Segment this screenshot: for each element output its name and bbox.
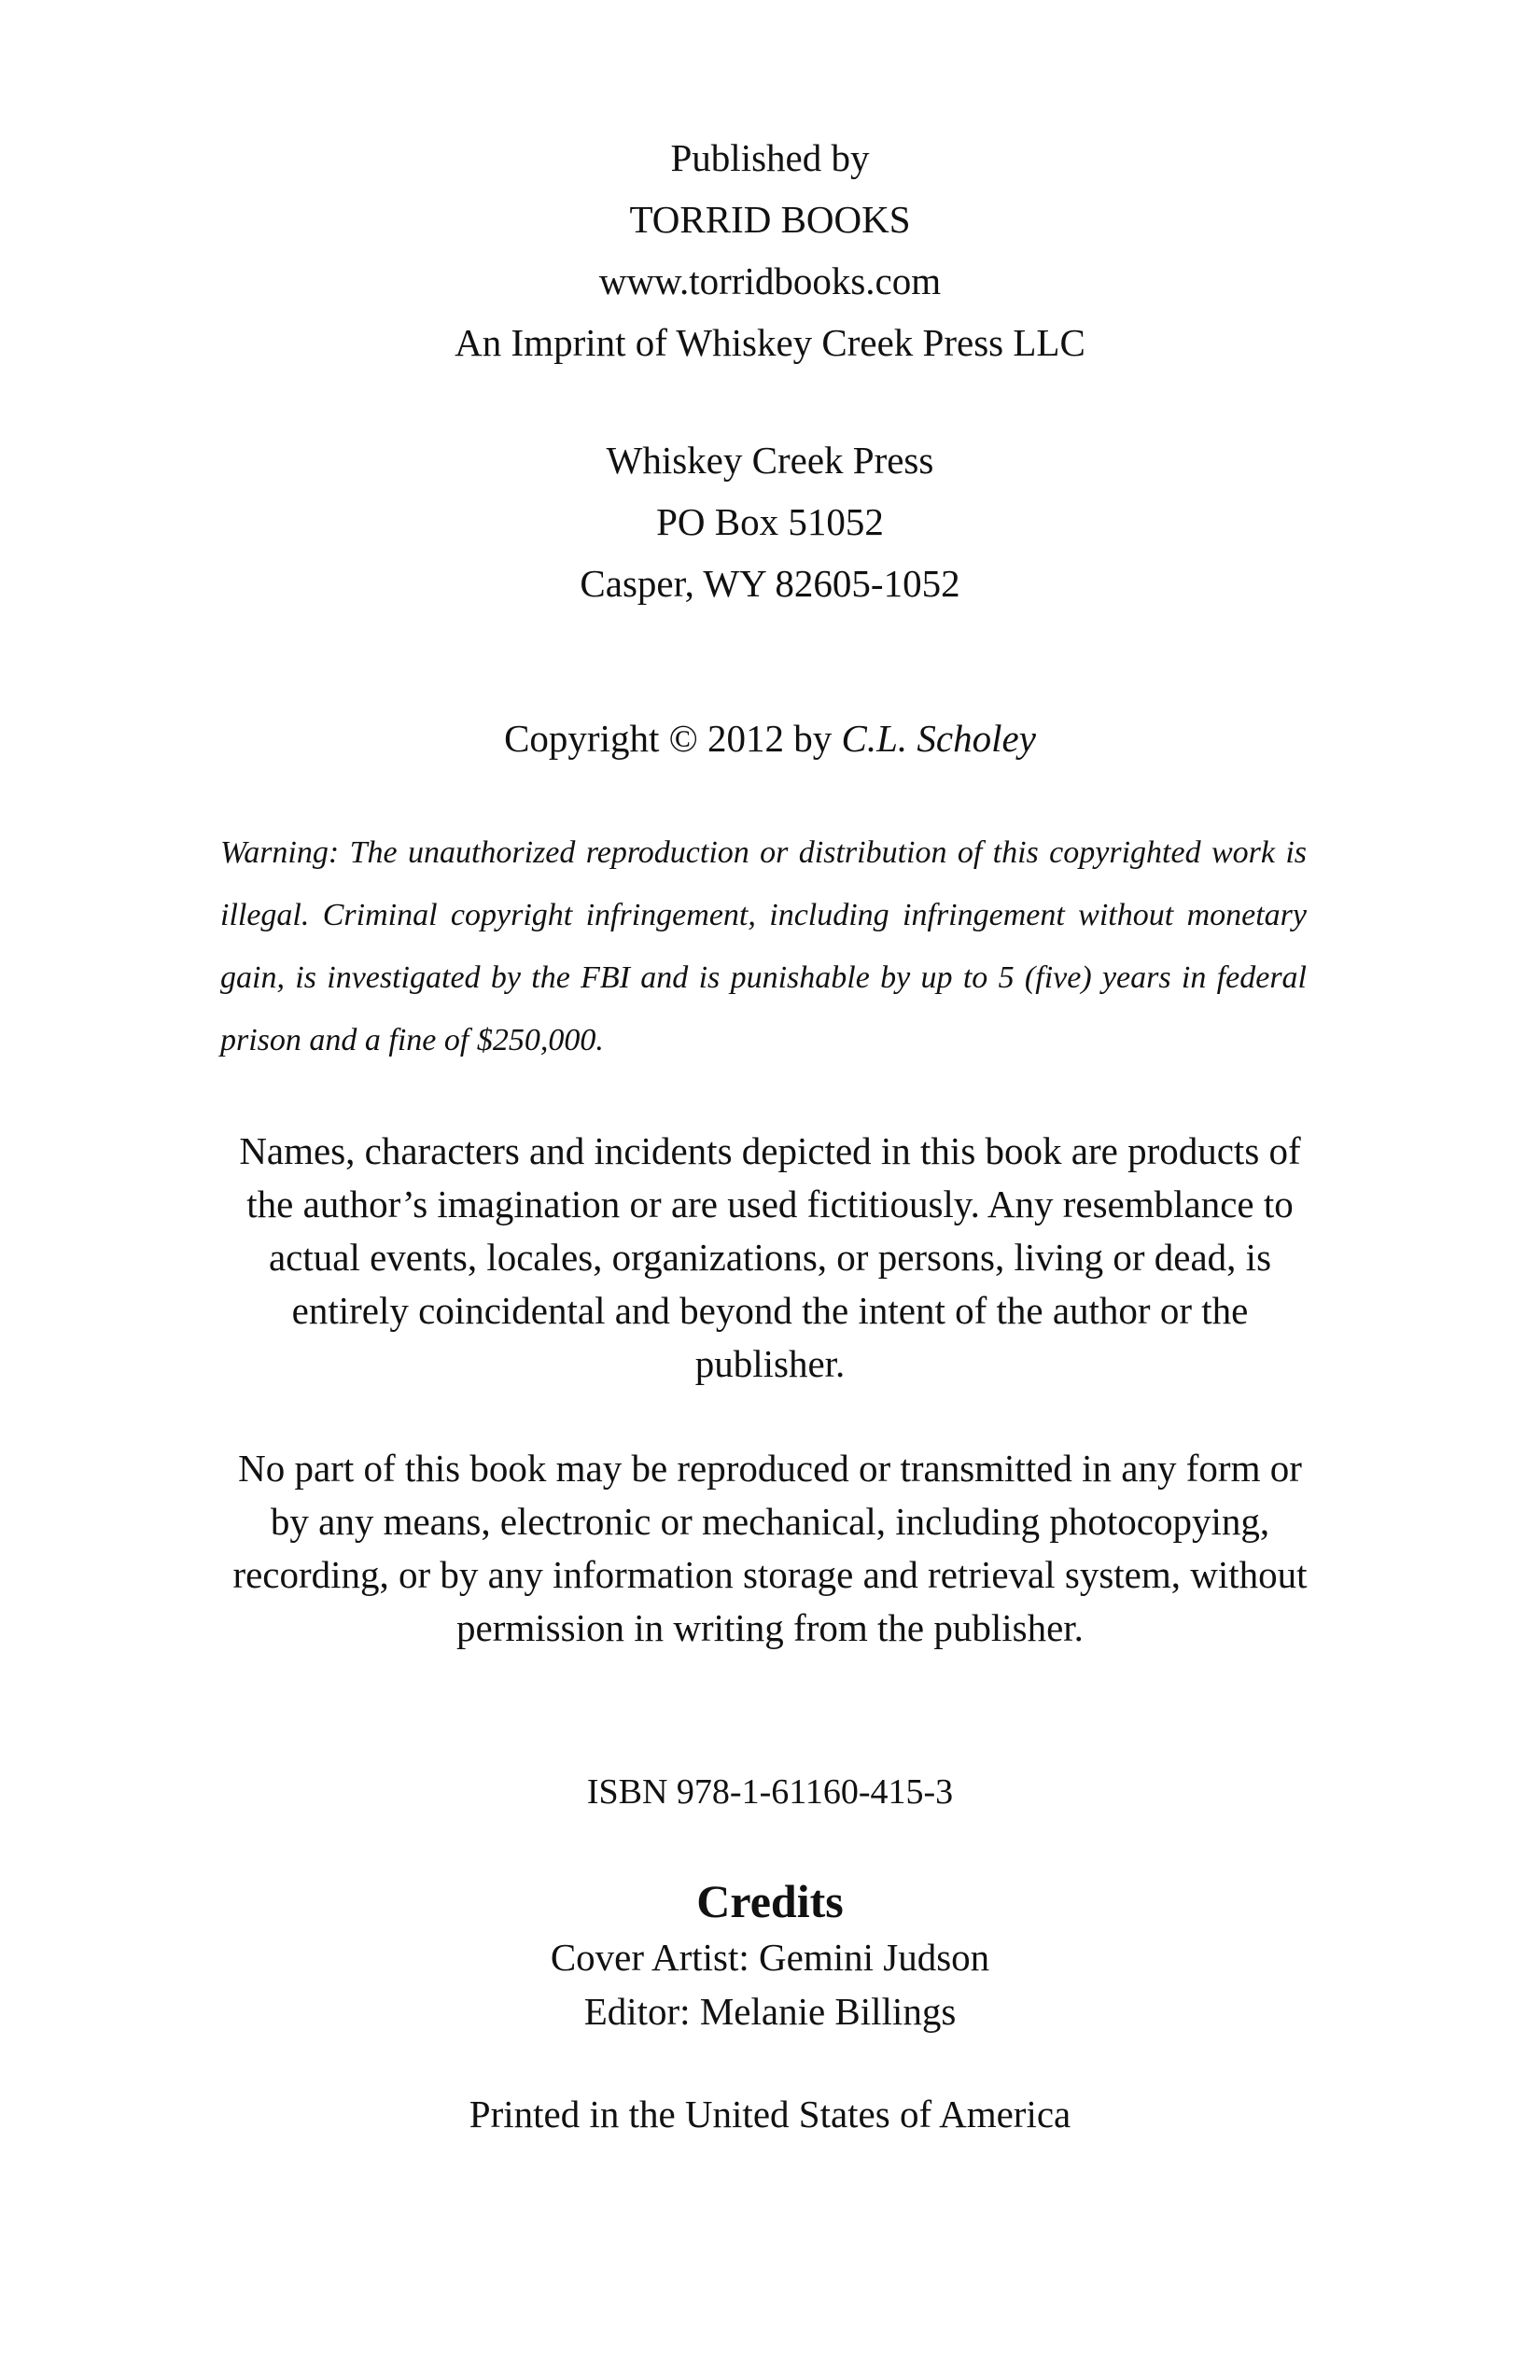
address-company: Whiskey Creek Press xyxy=(606,439,934,482)
printed-in: Printed in the United States of America xyxy=(469,2093,1071,2135)
credits-heading: Credits xyxy=(696,1875,844,1927)
credits-list xyxy=(0,1930,1540,2038)
publisher-name: TORRID BOOKS xyxy=(629,198,911,241)
published-by-label: Published by xyxy=(670,136,870,179)
address-po-box: PO Box 51052 xyxy=(656,500,884,543)
copyright-line xyxy=(0,707,1540,769)
copyright-prefix: Copyright © 2012 by xyxy=(504,717,842,760)
publisher-website: www.torridbooks.com xyxy=(598,259,942,302)
credits-editor: Editor: Melanie Billings xyxy=(583,1990,957,2033)
publisher-imprint: An Imprint of Whiskey Creek Press LLC xyxy=(455,321,1085,364)
warning-paragraph: Warning: The unauthorized reproduction or distribution of this copyrighted work is illegal. Criminal copyright infringement, including infringement without monetary gain, is investigated by the FBI and is punishable by up to 5 (five) years in federal prison and a fine of $250,000. xyxy=(220,835,1307,1057)
credits-cover-artist: Cover Artist: Gemini Judson xyxy=(550,1936,990,1979)
copyright-author: C.L. Scholey xyxy=(841,717,1036,760)
disclaimer-paragraph: Names, characters and incidents depicted in this book are products of the author’s imagination or are used fictitiously. Any resemblance to actual events, locales, organizations, or persons, living or dead, is entirely coincidental and beyond the intent of the author or the publisher. xyxy=(239,1129,1301,1385)
publisher-block xyxy=(0,127,1540,373)
address-block xyxy=(0,429,1540,614)
rights-paragraph: No part of this book may be reproduced or transmitted in any form or by any means, electronic or mechanical, including photocopying, recording, or by any information storage and retrieval system, without permission in writing from the publisher. xyxy=(232,1447,1308,1649)
isbn: ISBN 978-1-61160-415-3 xyxy=(586,1772,954,1812)
address-city: Casper, WY 82605-1052 xyxy=(580,562,960,605)
